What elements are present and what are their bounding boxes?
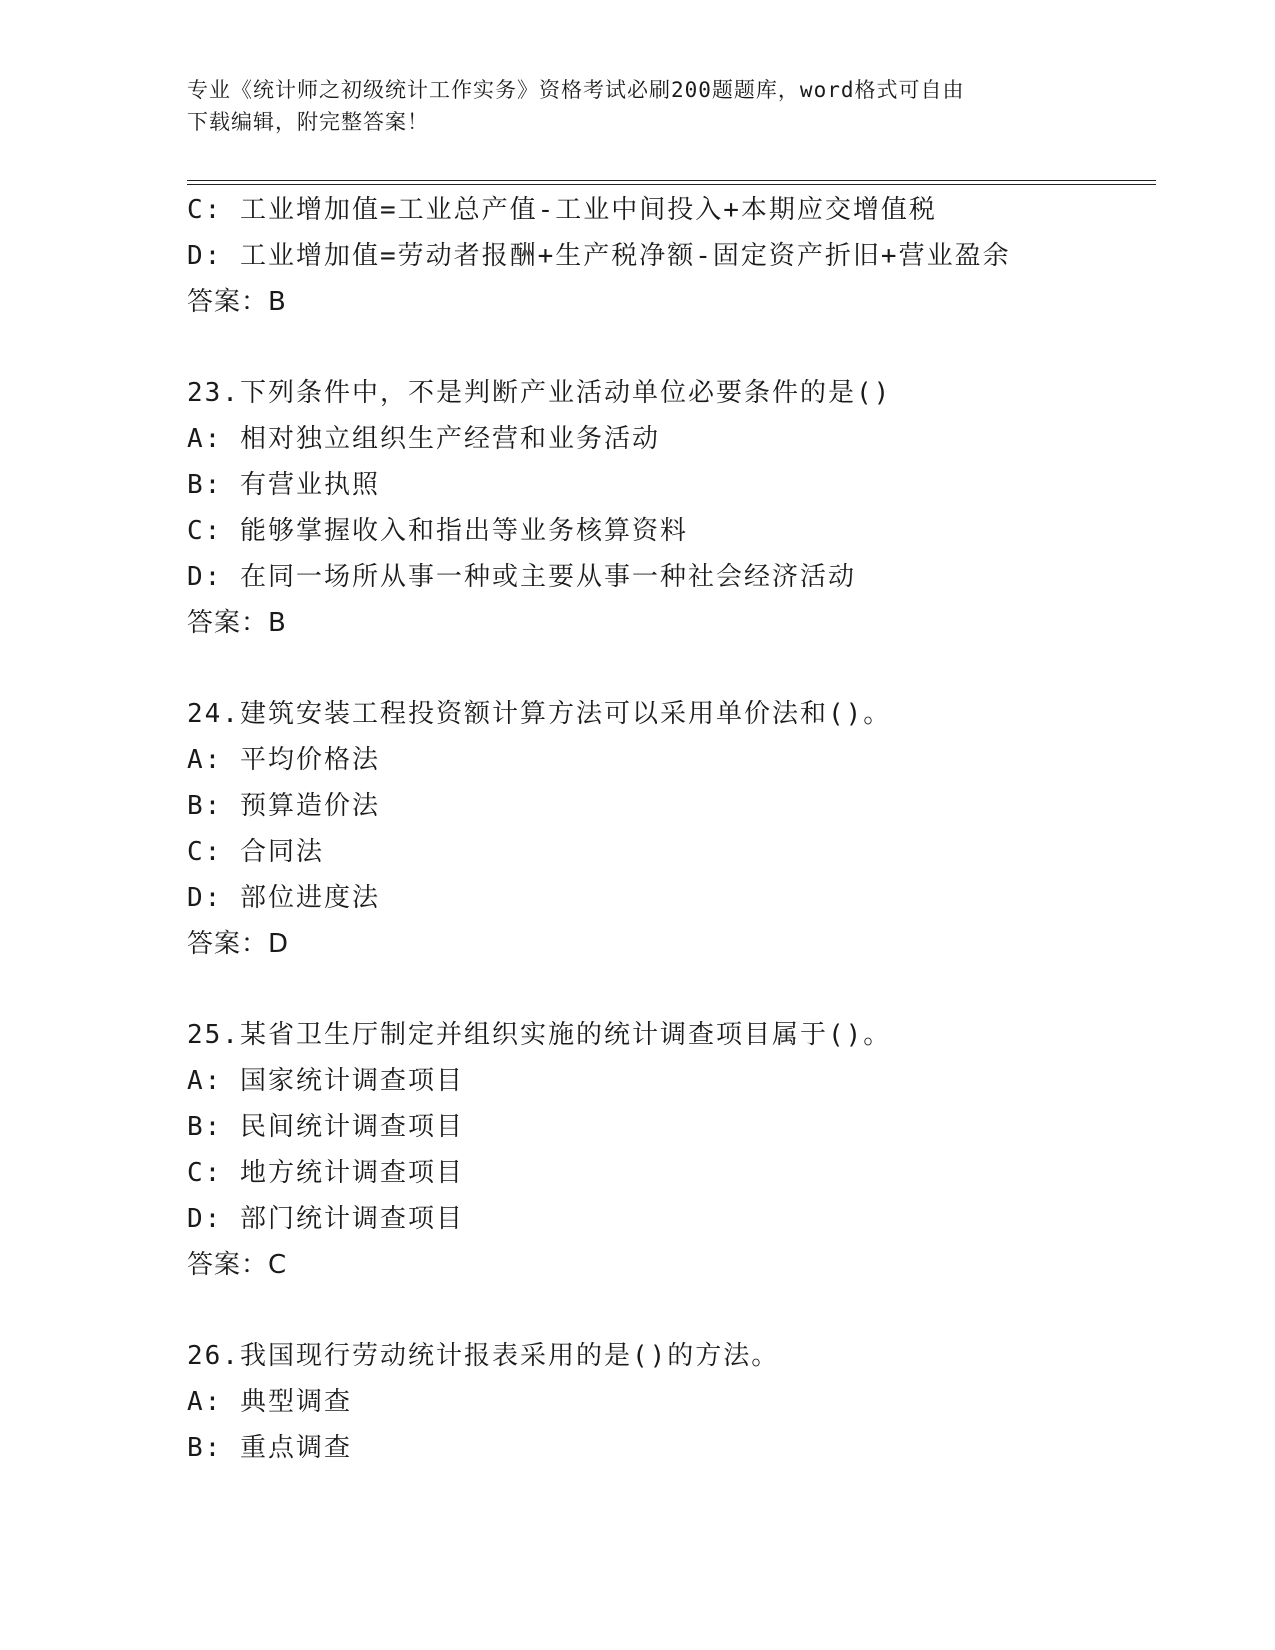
- header-line-1: 专业《统计师之初级统计工作实务》资格考试必刷200题题库，word格式可自由: [187, 78, 965, 102]
- option-d: D: 在同一场所从事一种或主要从事一种社会经济活动: [187, 562, 856, 592]
- question-25: [187, 1012, 1147, 1288]
- option-a: A: 典型调查: [187, 1387, 352, 1417]
- question-26: [187, 1333, 1147, 1471]
- option-a: A: 平均价格法: [187, 745, 380, 775]
- option-a: A: 相对独立组织生产经营和业务活动: [187, 424, 660, 454]
- option-b: B: 重点调查: [187, 1433, 352, 1463]
- question-stem: 23.下列条件中，不是判断产业活动单位必要条件的是(): [187, 378, 892, 408]
- answer: 答案：B: [187, 608, 287, 638]
- option-b: B: 民间统计调查项目: [187, 1112, 464, 1142]
- option-d: D: 部位进度法: [187, 883, 380, 913]
- answer: 答案：D: [187, 929, 290, 959]
- option-c: C: 能够掌握收入和指出等业务核算资料: [187, 516, 688, 546]
- question-24: [187, 691, 1147, 967]
- option-b: B: 有营业执照: [187, 470, 380, 500]
- option-d: D: 工业增加值=劳动者报酬+生产税净额-固定资产折旧+营业盈余: [187, 241, 1011, 271]
- option-c: C: 地方统计调查项目: [187, 1158, 464, 1188]
- question-stem: 25.某省卫生厅制定并组织实施的统计调查项目属于()。: [187, 1020, 892, 1050]
- answer: 答案：B: [187, 287, 287, 317]
- option-d: D: 部门统计调查项目: [187, 1204, 464, 1234]
- option-c: C: 工业增加值=工业总产值-工业中间投入+本期应交增值税: [187, 195, 937, 225]
- answer: 答案：C: [187, 1250, 288, 1280]
- question-list: [187, 187, 1147, 1471]
- question-23: [187, 370, 1147, 646]
- document-header: [187, 74, 1087, 138]
- question-stem: 24.建筑安装工程投资额计算方法可以采用单价法和()。: [187, 699, 892, 729]
- header-line-2: 下载编辑，附完整答案！: [187, 110, 429, 134]
- option-c: C: 合同法: [187, 837, 324, 867]
- option-a: A: 国家统计调查项目: [187, 1066, 464, 1096]
- header-divider: [187, 180, 1156, 185]
- question-22-continued: [187, 187, 1147, 325]
- option-b: B: 预算造价法: [187, 791, 380, 821]
- question-stem: 26.我国现行劳动统计报表采用的是()的方法。: [187, 1341, 780, 1371]
